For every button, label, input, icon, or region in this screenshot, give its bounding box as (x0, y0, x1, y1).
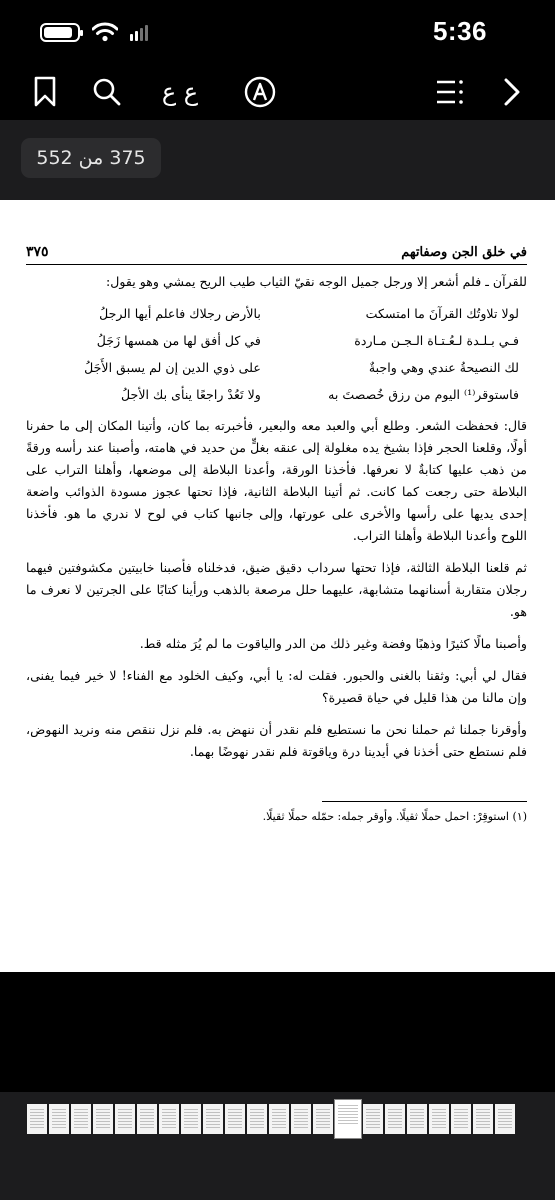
poem (32, 300, 519, 408)
page-thumbnail[interactable] (473, 1104, 493, 1134)
text-size-button[interactable]: ع ع (161, 78, 199, 106)
intro-text: للقرآن ـ فلم أشعر إلا ورجل جميل الوجه نقيّ الثياب طيب الريح يمشي وهو يقول: (105, 274, 527, 289)
page-thumbnail[interactable] (137, 1104, 157, 1134)
page-indicator-bar (0, 120, 555, 200)
page-thumbnail[interactable] (407, 1104, 427, 1134)
page-thumbnail-strip[interactable] (0, 1092, 555, 1200)
paragraph: وأصبنا مالًا كثيرًا وذهبًا وفضة وغير ذلك من الدر والياقوت ما لم يُرَ مثله قط. (139, 636, 527, 651)
battery-icon (40, 23, 80, 42)
paragraph: فقال لي أبي: وثقنا بالغنى والحبور. فقلت له: يا أبي، وكيف الخلود مع الفناء! لا خير فيما يفنى، وإن مالنا من هذا قليل في حياة قصيرة؟ (26, 668, 527, 705)
page-thumbnail[interactable] (181, 1104, 201, 1134)
poem-verse (32, 327, 519, 354)
current-page-thumbnail[interactable] (335, 1100, 361, 1138)
page-thumbnail[interactable] (93, 1104, 113, 1134)
poem-verse (32, 300, 519, 327)
wifi-icon (92, 22, 118, 42)
page-thumbnail[interactable] (495, 1104, 515, 1134)
table-of-contents-button[interactable] (428, 70, 472, 114)
search-icon (92, 77, 122, 107)
page-header-title: في خلق الجن وصفاتهم (401, 245, 527, 260)
autoscroll-button[interactable] (238, 70, 282, 114)
thumbnail-list (27, 1104, 515, 1138)
page-thumbnail[interactable] (203, 1104, 223, 1134)
footnote-divider (322, 801, 527, 802)
page-number: ٣٧٥ (26, 244, 49, 260)
page-thumbnail[interactable] (27, 1104, 47, 1134)
cellular-signal-icon (130, 23, 148, 41)
page-thumbnail[interactable] (269, 1104, 289, 1134)
next-button[interactable] (490, 70, 534, 114)
page-thumbnail[interactable] (159, 1104, 179, 1134)
page-thumbnail[interactable] (225, 1104, 245, 1134)
poem-verse (32, 354, 519, 381)
hemistich-second: بالأرض رجلاك فاعلم أيها الرجلُ (99, 306, 261, 321)
page-thumbnail[interactable] (71, 1104, 91, 1134)
reader-toolbar (0, 62, 555, 120)
hemistich-first: لك النصيحةُ عندي وهي واجبةٌ (368, 360, 519, 375)
page-indicator[interactable]: 375 من 552 (21, 138, 161, 178)
page-thumbnail[interactable] (363, 1104, 383, 1134)
footnote: (١) استوقِرْ: احمل حملًا ثقيلًا. وأوقر جمله: حمّله حملًا ثقيلًا. (262, 810, 527, 823)
search-button[interactable] (85, 70, 129, 114)
autoscroll-icon (243, 75, 277, 109)
page-thumbnail[interactable] (49, 1104, 69, 1134)
chevron-right-icon (503, 77, 521, 107)
page-thumbnail[interactable] (385, 1104, 405, 1134)
bookmark-button[interactable] (23, 70, 67, 114)
hemistich-first: فاستوقر⁽¹⁾ اليوم من رزق خُصصتَ به (328, 387, 519, 402)
book-page (0, 200, 555, 972)
hemistich-first: لولا تلاوتُك القرآنَ ما امتسكت (365, 306, 519, 321)
status-icons (40, 22, 148, 42)
status-bar (0, 0, 555, 62)
page-thumbnail[interactable] (291, 1104, 311, 1134)
poem-verse (32, 381, 519, 408)
page-thumbnail[interactable] (115, 1104, 135, 1134)
paragraph: قال: فحفظت الشعر. وطلع أبي والعبد معه والبعير، فأخبرته بما كان، وأتينا المكان إلى ما حفرنا أولًا، وقلعنا الحجر فإذا بشيخ يده مغلولة إلى عنقه بغلٍّ من حديد في هامته، وأصبنا عند رأسه ورقةً من ذهب عليها كتابةٌ لا نعرفها. فأخذنا الورقة، وأعدنا البلاطة إلى موضعها، وأهلنا التراب على البلاطة حتى رجعت كما كانت. ثم أتينا البلاطة الثانية، فإذا تحتها عجوز مسودة الذوائب واضعة إحدى يديها على رأسها والأخرى على عورتها، وإلى جانبها كتاب في لوح لا ندري ما هو. فأخذنا اللوح وأعدنا البلاطة وأهلنا التراب. (26, 418, 527, 543)
hemistich-second: على ذوي الدين إن لم يسبق الأَجَلُ (84, 360, 261, 375)
page-thumbnail[interactable] (451, 1104, 471, 1134)
hemistich-second: في كل أفق لها من همسها زَجَلُ (96, 333, 261, 348)
paragraph: ثم قلعنا البلاطة الثالثة، فإذا تحتها سرداب دقيق ضيق، فدخلناه فأصبنا خابيتين مكشوفتين فيهما رجلان متقاربة أسنانهما متشابهة، عليهما حلل مرصعة بالذهب ورأينا كتابًا على الجرتين لا نعرف ما هو. (26, 560, 527, 619)
page-thumbnail[interactable] (313, 1104, 333, 1134)
hemistich-first: فـي بـلـدة لـعُـتـاة الـجـن مـاردة (354, 333, 519, 348)
hemistich-second: ولا تَعُدْ راجعًا ينأى بك الأجلُ (121, 387, 261, 402)
status-time: 5:36 (432, 16, 487, 46)
bookmark-icon (33, 76, 57, 108)
page-thumbnail[interactable] (429, 1104, 449, 1134)
page-header (26, 238, 527, 265)
paragraph: وأوقرنا جملنا ثم حملنا نحن ما نستطيع فلم نقدر أن ننهض به. فلم نزل ننقص منه ونريد النهوض، فلم نستطع حتى أخذنا في أيدينا درة وياقوتة فلم نقدر نهوضًا بهما. (26, 722, 527, 759)
list-icon (435, 79, 465, 105)
page-thumbnail[interactable] (247, 1104, 267, 1134)
